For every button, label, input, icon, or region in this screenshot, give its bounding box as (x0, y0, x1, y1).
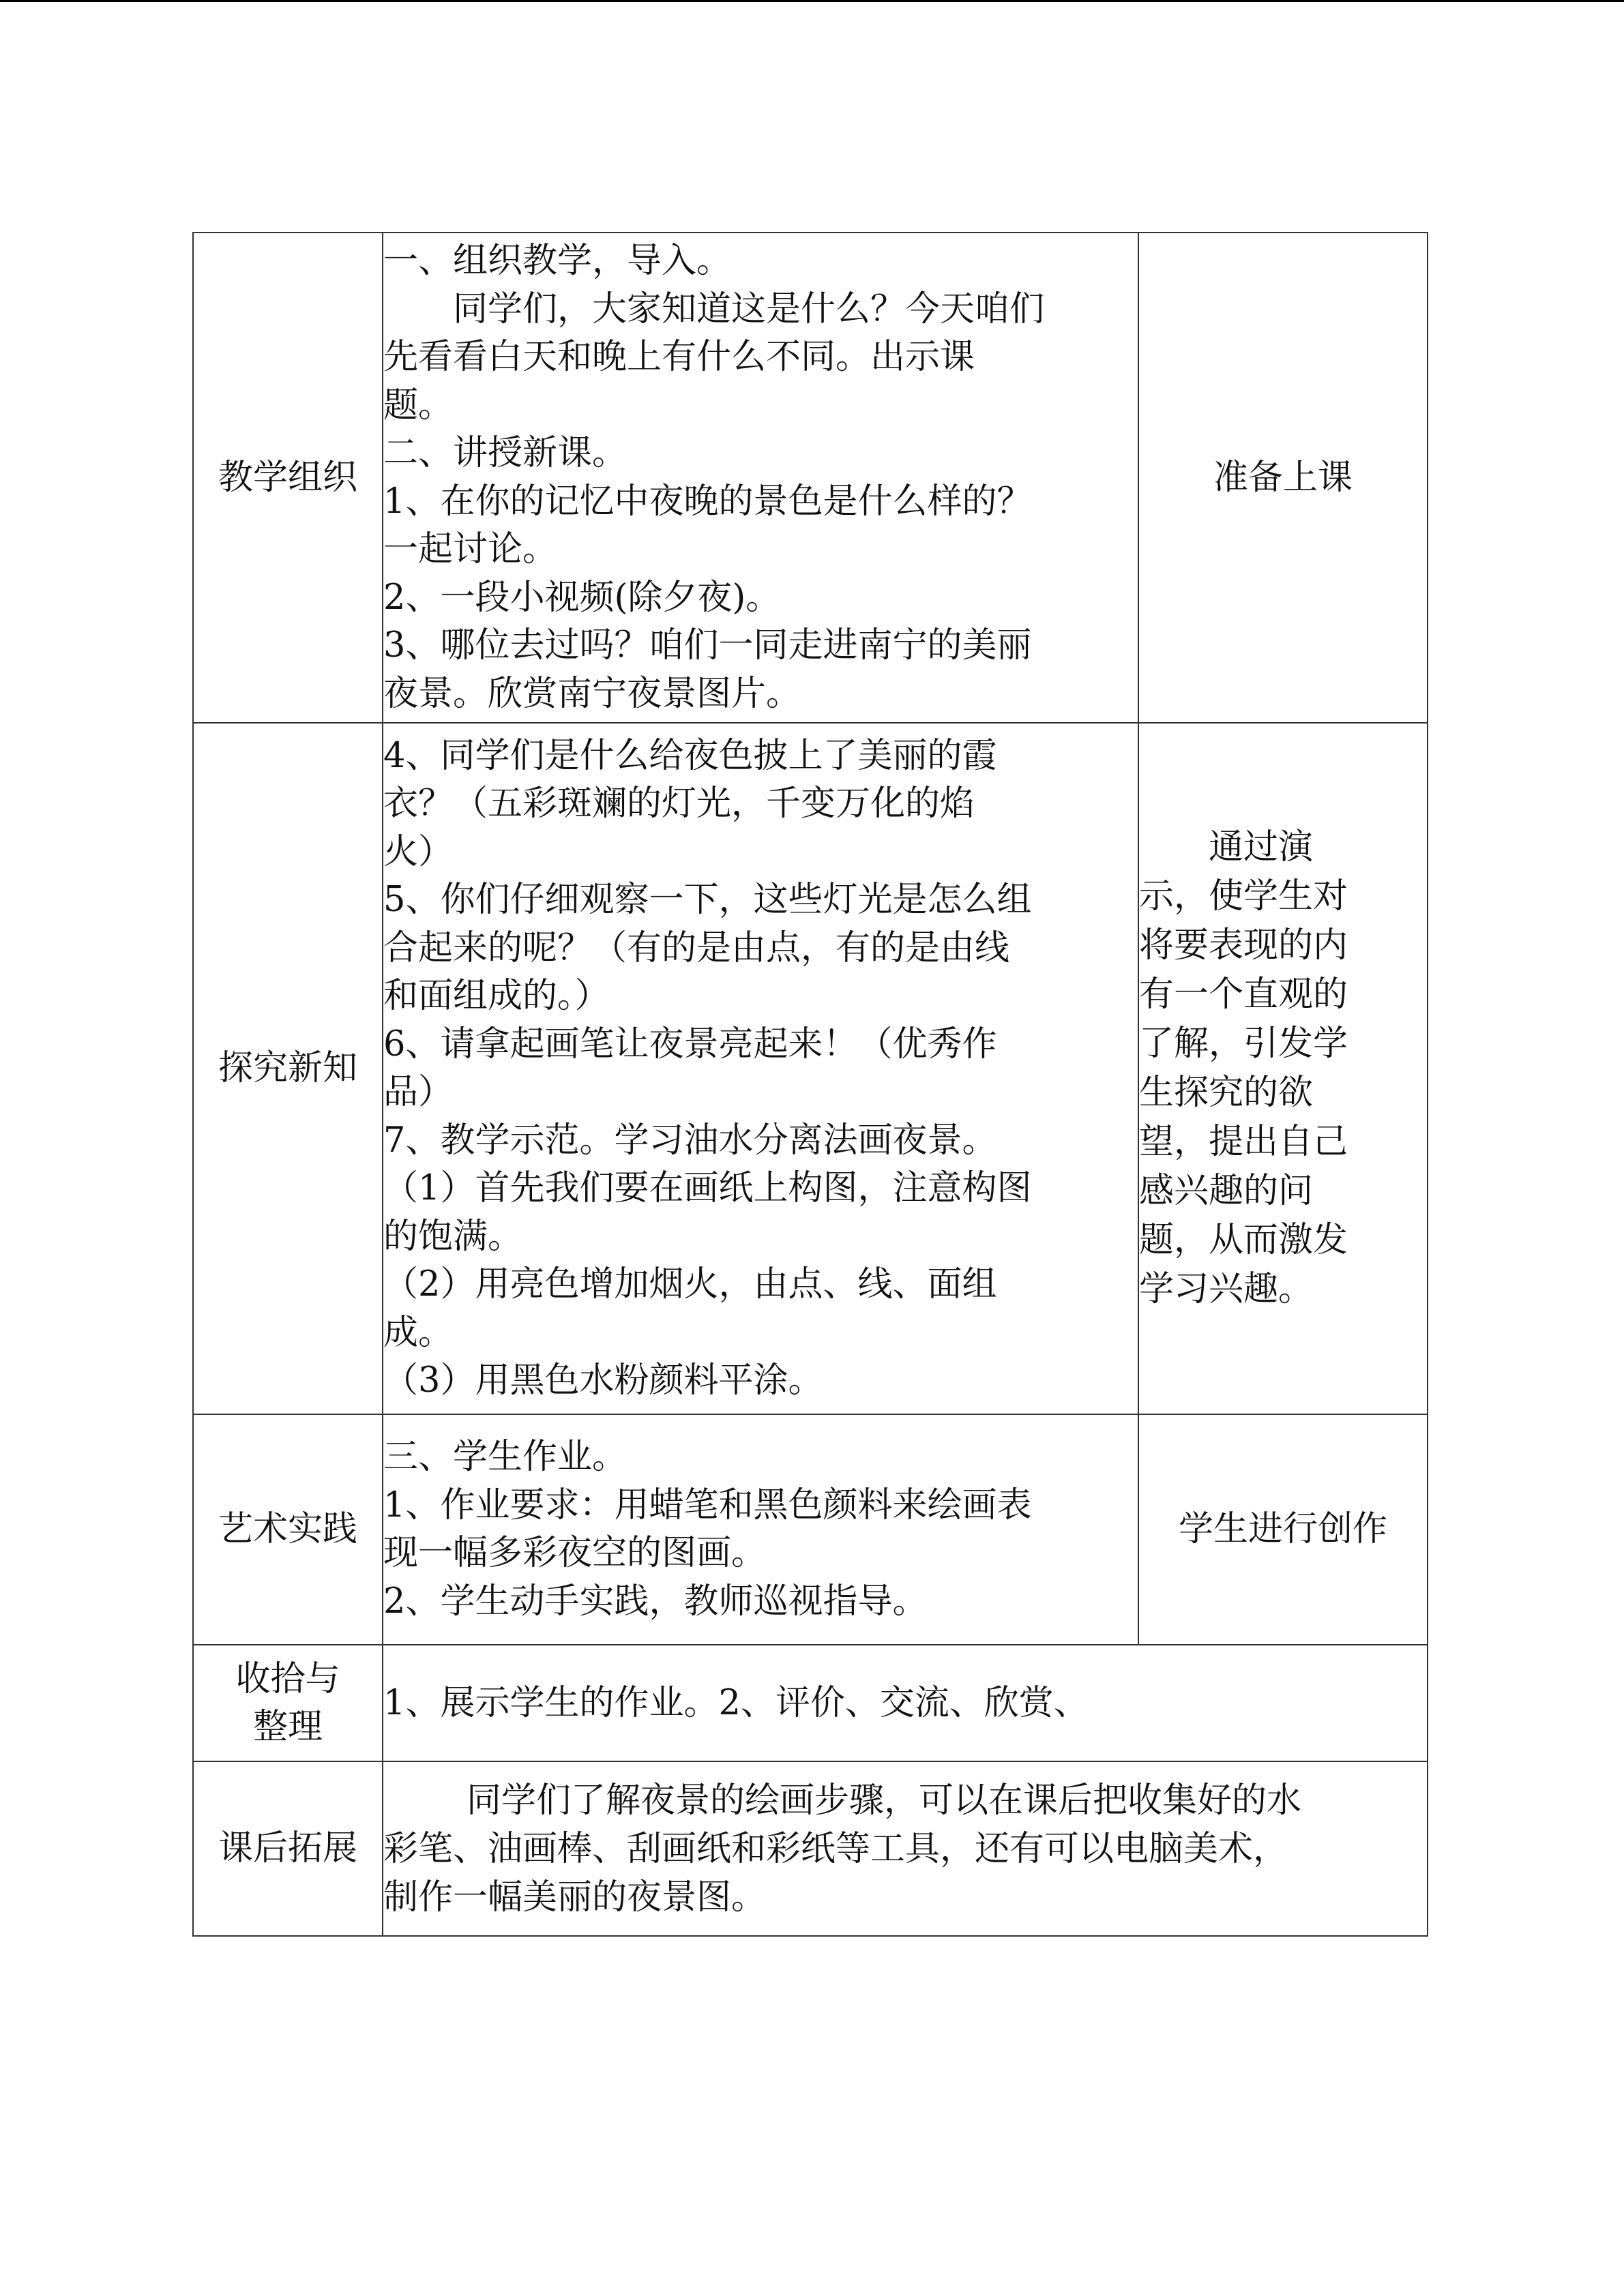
content-line: 5、你们仔细观察一下，这些灯光是怎么组 (383, 880, 1032, 920)
content-line: （3）用黑色水粉颜料平涂。 (383, 1360, 823, 1401)
note-line: 将要表现的内 (1139, 925, 1348, 966)
content-line: 三、学生作业。 (383, 1437, 628, 1477)
content-line: 火） (383, 831, 454, 872)
note-line: 了解，引发学 (1139, 1024, 1348, 1064)
row-content-explore (383, 723, 1138, 1414)
content-line: 二、讲授新课。 (383, 433, 628, 473)
note-line: 通过演 (1209, 827, 1314, 867)
row-label-text: 探究新知 (218, 1048, 357, 1088)
row-note-organization (1138, 233, 1428, 723)
row-label-organization (193, 233, 383, 723)
row-content-tidy (383, 1645, 1428, 1761)
row-label-explore (193, 723, 383, 1414)
content-line: 4、同学们是什么给夜色披上了美丽的霞 (383, 735, 997, 776)
row-content-practice (383, 1414, 1138, 1645)
content-line: 同学们，大家知道这是什么？今天咱们 (453, 288, 1045, 329)
note-line: 望，提出自己 (1139, 1122, 1348, 1162)
table-row (193, 1414, 1428, 1645)
content-line: 2、学生动手实践，教师巡视指导。 (383, 1581, 928, 1622)
content-line: 一起讨论。 (383, 529, 558, 569)
row-content-organization (383, 233, 1138, 723)
content-line: 品） (383, 1072, 454, 1112)
content-line: 成。 (383, 1312, 454, 1353)
note-line: 准备上课 (1213, 457, 1353, 498)
content-line: 的饱满。 (383, 1216, 523, 1257)
page-top-rule (0, 0, 1624, 2)
content-line: 2、一段小视频(除夕夜)。 (383, 577, 781, 618)
row-label-text: 收拾与 (235, 1658, 340, 1699)
row-label-text: 艺术实践 (218, 1509, 357, 1549)
note-line: 学习兴趣。 (1139, 1269, 1314, 1309)
content-line: 制作一幅美丽的夜景图。 (383, 1877, 767, 1918)
content-line: 先看看白天和晚上有什么不同。出示课 (383, 337, 975, 377)
content-line: 3、哪位去过吗？咱们一同走进南宁的美丽 (383, 625, 1032, 666)
content-line: 7、教学示范。学习油水分离法画夜景。 (383, 1120, 997, 1161)
table-row (193, 1645, 1428, 1761)
note-line: 有一个直观的 (1139, 974, 1348, 1015)
content-line: 衣？（五彩斑斓的灯光，千变万化的焰 (383, 784, 975, 824)
row-label-tidy (193, 1645, 383, 1761)
content-line: 一、组织教学，导入。 (383, 241, 732, 281)
note-line: 题，从而激发 (1139, 1220, 1348, 1260)
note-line: 示，使学生对 (1139, 876, 1348, 916)
content-line: 彩笔、油画棒、刮画纸和彩纸等工具，还有可以电脑美术， (383, 1828, 1288, 1869)
row-label-practice (193, 1414, 383, 1645)
content-line: 1、展示学生的作业。2、评价、交流、欣赏、 (383, 1683, 1089, 1723)
content-line: 合起来的呢？（有的是由点，有的是由线 (383, 927, 1010, 968)
row-label-text: 整理 (252, 1706, 323, 1747)
content-line: 夜景。欣赏南宁夜景图片。 (383, 673, 801, 714)
row-note-practice (1138, 1414, 1428, 1645)
content-line: 现一幅多彩夜空的图画。 (383, 1533, 767, 1573)
content-line: （2）用亮色增加烟火，由点、线、面组 (383, 1264, 997, 1304)
content-line: 1、在你的记忆中夜晚的景色是什么样的？ (383, 481, 1032, 522)
content-line: 和面组成的。） (383, 976, 610, 1016)
content-line: （1）首先我们要在画纸上构图，注意构图 (383, 1168, 1032, 1208)
table-row (193, 1761, 1428, 1936)
row-label-text: 课后拓展 (218, 1828, 357, 1868)
note-line: 感兴趣的问 (1139, 1171, 1314, 1211)
content-line: 1、作业要求：用蜡笔和黑色颜料来绘画表 (383, 1485, 1032, 1525)
content-line: 同学们了解夜景的绘画步骤，可以在课后把收集好的水 (467, 1780, 1302, 1821)
note-line: 学生进行创作 (1178, 1509, 1387, 1549)
row-label-extension (193, 1761, 383, 1936)
row-note-explore (1138, 723, 1428, 1414)
content-line: 6、请拿起画笔让夜景亮起来！（优秀作 (383, 1024, 997, 1064)
row-label-text: 教学组织 (218, 457, 357, 498)
lesson-plan-table (192, 232, 1428, 1937)
table-row (193, 723, 1428, 1414)
table-row (193, 233, 1428, 723)
note-line: 生探究的欲 (1139, 1073, 1314, 1113)
row-content-extension (383, 1761, 1428, 1936)
content-line: 题。 (383, 385, 454, 426)
